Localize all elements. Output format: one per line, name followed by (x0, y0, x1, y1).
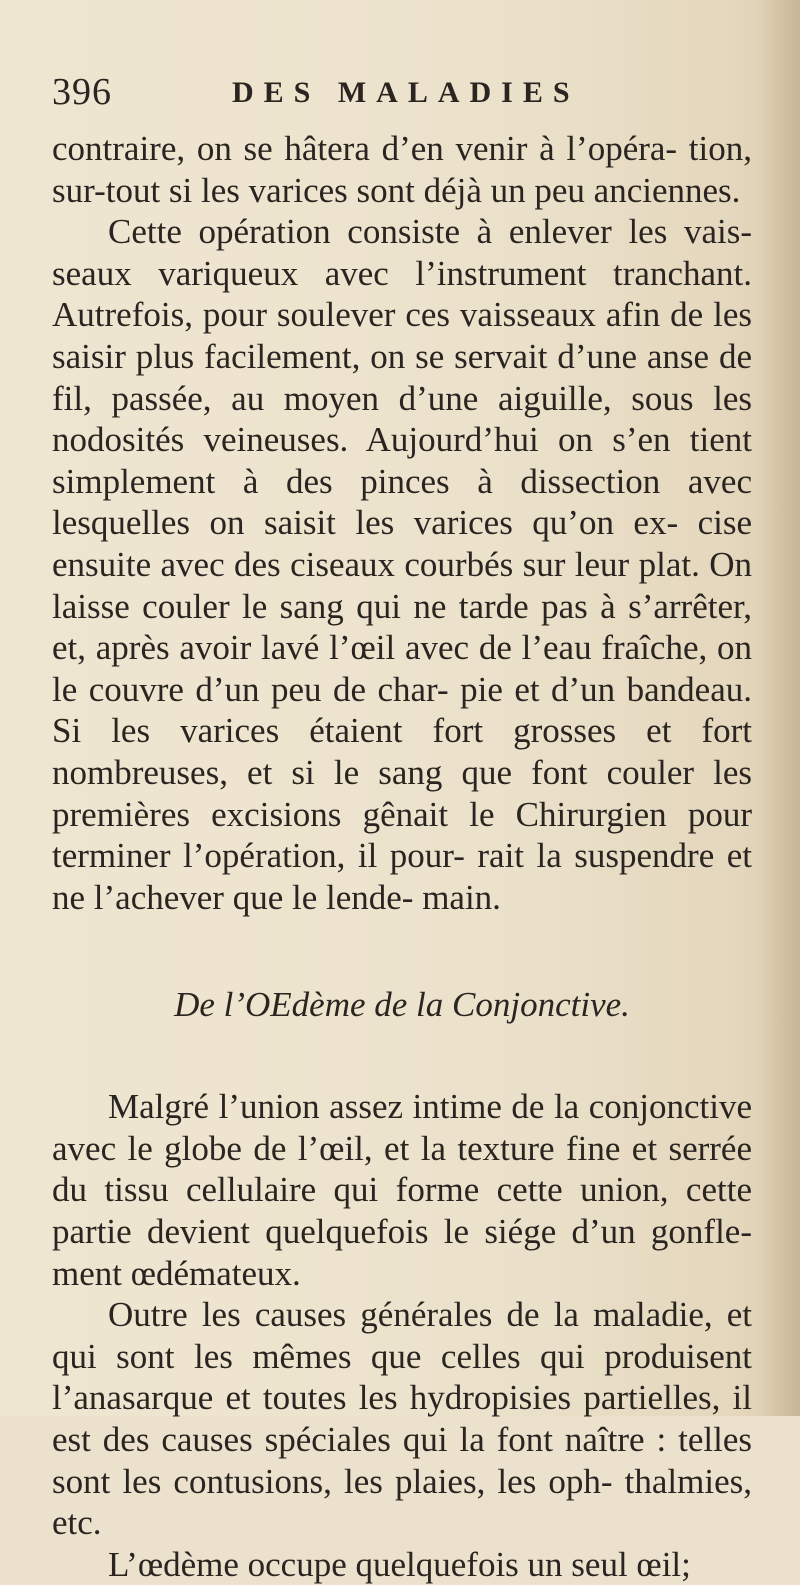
paragraph-continuation: contraire, on se hâtera d’en venir à l’opéra- tion, sur-tout si les varices sont déjà un peu anciennes. (52, 129, 752, 210)
page-number: 396 (52, 71, 112, 113)
page-edge-shadow (760, 0, 800, 1416)
page-header (52, 70, 752, 113)
paragraph-operation: Cette opération consiste à enlever les vais- seaux variqueux avec l’instrument tranchant. Autrefois, pour soulever ces vaisseaux afin de les saisir plus facilement, on se servait d’une anse de fil, passée, au moyen d’une aiguille, sous les nodosités veineuses. Aujourd’hui on s’en tient simplement à des pinces à dissection avec lesquelles on saisit les varices qu’on ex- cise ensuite avec des ciseaux courbés sur leur plat. On laisse couler le sang qui ne tarde pas à s’arrêter, et, après avoir lavé l’œil avec de l’eau fraîche, on le couvre d’un peu de char- pie et d’un bandeau. Si les varices étaient fort grosses et fort nombreuses, et si le sang que font couler les premières excisions gênait le Chirurgien pour terminer l’opération, il pour- rait la suspendre et ne l’achever que le lende- main. (52, 212, 752, 917)
paragraph-causes: Outre les causes générales de la maladie, et qui sont les mêmes que celles qui produisent l’anasarque et toutes les hydropisies partielles, il est des causes spéciales qui la font naître : telles sont les contusions, les plaies, les oph- thalmies, etc. (52, 1295, 752, 1543)
running-title: DES MALADIES (232, 76, 580, 109)
paragraph-conjunctiva: Malgré l’union assez intime de la conjonctive avec le globe de l’œil, et la texture fine et serrée du tissu cellulaire qui forme cette union, cette partie devient quelquefois le siége d’un gonfle- ment œdémateux. (52, 1087, 752, 1293)
paragraph-oedema: L’œdème occupe quelquefois un seul œil; (108, 1544, 691, 1584)
page-body (52, 128, 752, 1585)
section-heading: De l’OEdème de la Conjonctive. (174, 985, 630, 1025)
